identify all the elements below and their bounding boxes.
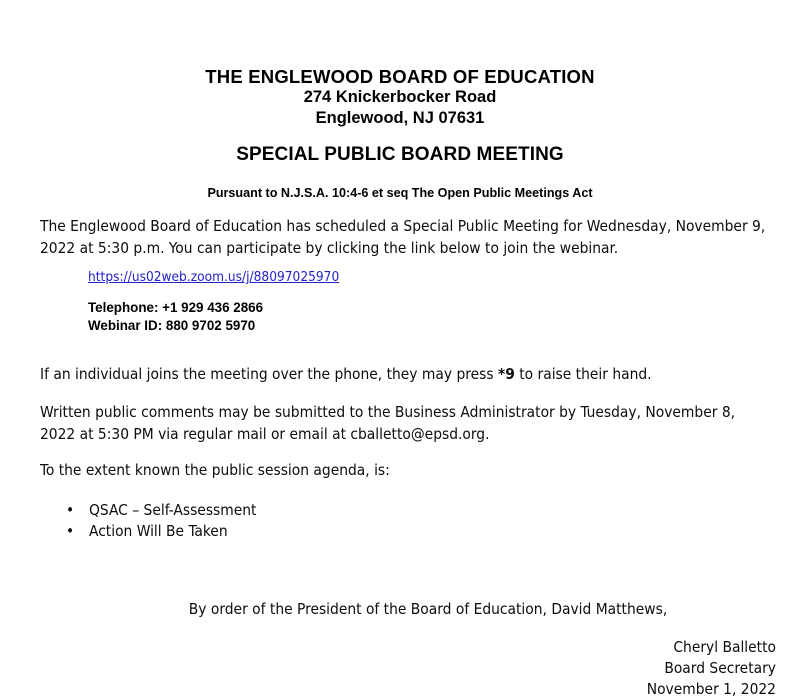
meeting-title: SPECIAL PUBLIC BOARD MEETING — [236, 144, 564, 165]
press-nine-text-before: If an individual joins the meeting over the phone, they may press — [40, 365, 498, 383]
press-nine-paragraph — [40, 363, 766, 385]
bullet-icon: • — [66, 501, 75, 519]
press-nine-key: *9 — [497, 365, 515, 383]
dial-in-details — [88, 299, 263, 334]
agenda-item-label: Action Will Be Taken — [89, 522, 228, 540]
signature-date: November 1, 2022 — [646, 680, 776, 698]
organization-city-state-zip: Englewood, NJ 07631 — [315, 109, 485, 127]
signatory-title: Board Secretary — [664, 659, 776, 677]
webinar-join-link[interactable]: https://us02web.zoom.us/j/88097025970 — [88, 269, 340, 285]
telephone-line: Telephone: +1 929 436 2866 — [88, 300, 264, 315]
list-item — [40, 500, 256, 521]
list-item — [40, 521, 256, 542]
press-nine-text-after: to raise their hand. — [514, 365, 652, 383]
organization-name: THE ENGLEWOOD BOARD OF EDUCATION — [205, 66, 595, 87]
written-comments-paragraph: Written public comments may be submitted to the Business Administrator by Tuesday, November 8, 2022 at 5:30 PM via regular mail or email at cballetto@epsd.org. — [40, 403, 736, 443]
statute-notice: Pursuant to N.J.S.A. 10:4-6 et seq The Open Public Meetings Act — [207, 186, 593, 200]
webinar-id-line: Webinar ID: 880 9702 5970 — [88, 317, 256, 333]
intro-paragraph: The Englewood Board of Education has scheduled a Special Public Meeting for Wednesday, November 9, 2022 at 5:30 p.m. You can participate by clicking the link below to join the webinar. — [40, 217, 766, 257]
closing-authority-line: By order of the President of the Board of Education, David Matthews, — [188, 600, 668, 618]
signature-block — [366, 637, 776, 700]
signatory-name: Cheryl Balletto — [673, 638, 776, 656]
webinar-link-row — [88, 268, 339, 287]
agenda-list — [40, 500, 256, 542]
organization-street-address: 274 Knickerbocker Road — [303, 88, 497, 106]
agenda-item-label: QSAC – Self-Assessment — [89, 501, 257, 519]
bullet-icon: • — [66, 522, 75, 540]
masthead — [0, 66, 800, 129]
agenda-intro: To the extent known the public session agenda, is: — [40, 461, 390, 479]
